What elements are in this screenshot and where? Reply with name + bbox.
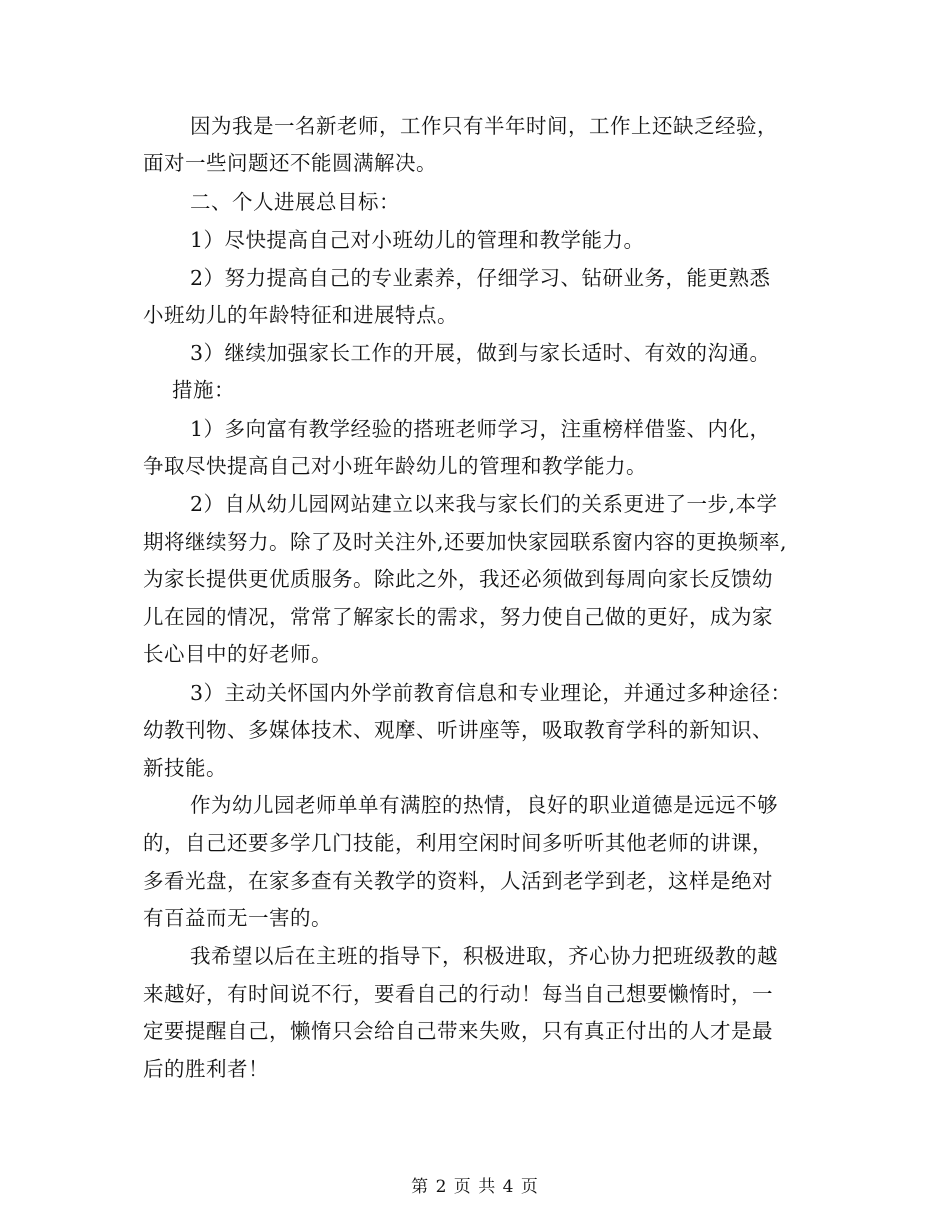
text-line: 有百益而无一害的。 [143,906,332,930]
text-line: 期将继续努力。除了及时关注外,还要加快家园联系窗内容的更换频率, [143,530,788,554]
text-line: 的，自己还要多学几门技能，利用空闲时间多听听其他老师的讲课， [143,831,773,855]
text-line: 面对一些问题还不能圆满解决。 [143,151,437,175]
text-line: 来越好，有时间说不行，要看自己的行动！每当自己想要懒惰时，一 [143,982,773,1006]
section-heading: 二、个人进展总目标： [190,190,400,214]
text-line: 2）自从幼儿园网站建立以来我与家长们的关系更进了一步,本学 [190,492,778,516]
text-line: 长心目中的好老师。 [143,642,332,666]
section-heading: 措施： [172,378,235,402]
text-line: 幼教刊物、多媒体技术、观摩、听讲座等，吸取教育学科的新知识、 [143,718,773,742]
text-line: 小班幼儿的年龄特征和进展特点。 [143,303,458,327]
text-line: 3）继续加强家长工作的开展，做到与家长适时、有效的沟通。 [190,341,771,365]
text-line: 1）尽快提高自己对小班幼儿的管理和教学能力。 [190,228,645,252]
page-number-footer: 第 2 页 共 4 页 [411,1177,539,1197]
text-line: 争取尽快提高自己对小班年龄幼儿的管理和教学能力。 [143,454,647,478]
text-line: 定要提醒自己，懒惰只会给自己带来失败，只有真正付出的人才是最 [143,1019,773,1043]
text-line: 我希望以后在主班的指导下，积极进取，齐心协力把班级教的越 [190,944,778,968]
text-line: 儿在园的情况，常常了解家长的需求，努力使自己做的更好，成为家 [143,605,773,629]
text-line: 1）多向富有教学经验的搭班老师学习，注重榜样借鉴、内化， [190,417,771,441]
text-line: 3）主动关怀国内外学前教育信息和专业理论，并通过多种途径： [190,681,792,705]
text-line: 新技能。 [143,756,227,780]
text-line: 多看光盘，在家多查有关教学的资料，人活到老学到老，这样是绝对 [143,869,773,893]
text-line: 2）努力提高自己的专业素养，仔细学习、钻研业务，能更熟悉 [190,266,771,290]
text-line: 后的胜利者！ [143,1057,269,1081]
text-line: 因为我是一名新老师，工作只有半年时间，工作上还缺乏经验， [190,114,778,138]
text-line: 为家长提供更优质服务。除此之外，我还必须做到每周向家长反馈幼 [143,567,773,591]
text-line: 作为幼儿园老师单单有满腔的热情，良好的职业道德是远远不够 [190,793,778,817]
